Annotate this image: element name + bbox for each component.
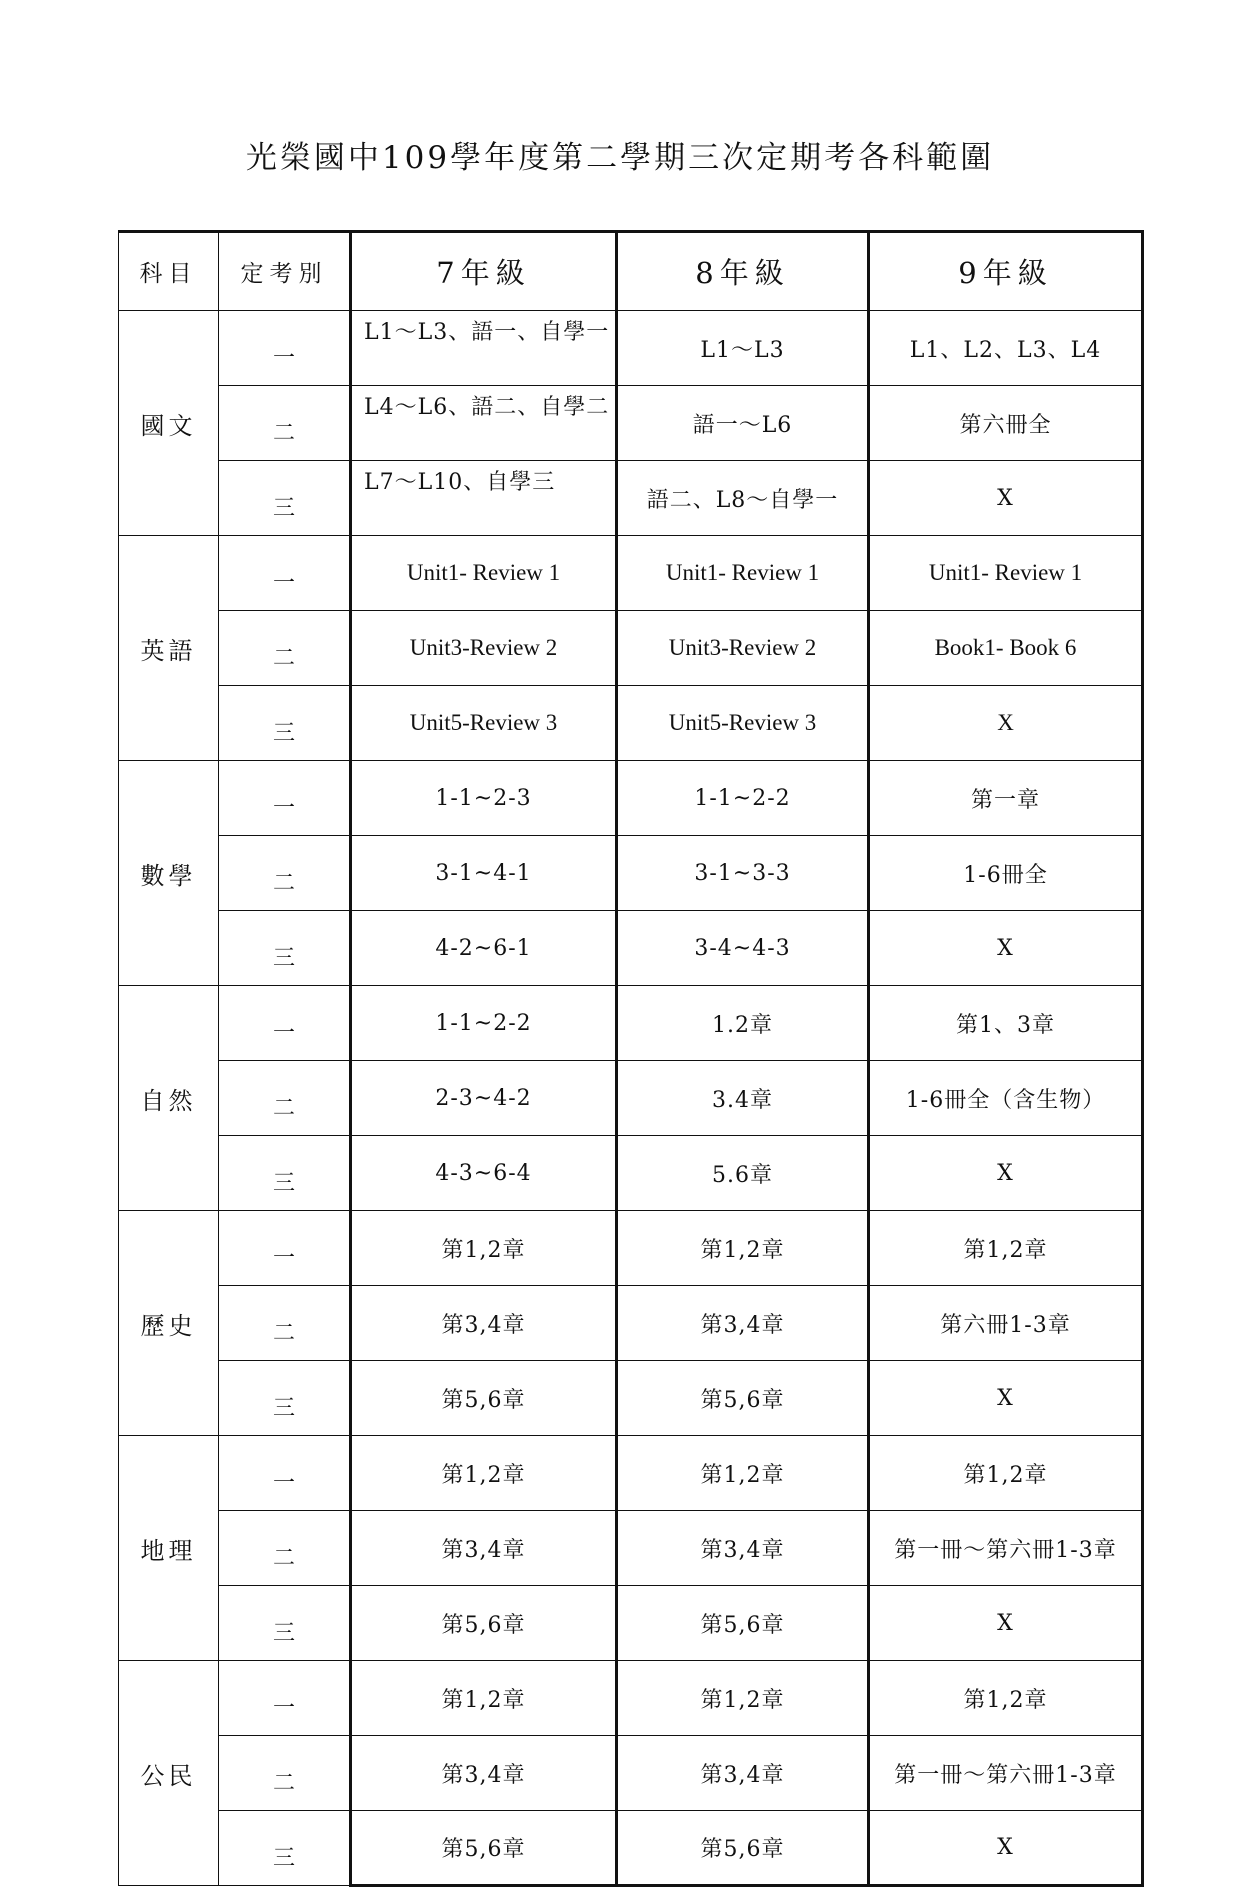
exam-number: 一 (219, 1211, 351, 1286)
grade8-scope: L1～L3 (617, 311, 869, 386)
grade7-scope: 第5,6章 (351, 1586, 617, 1661)
table-row (119, 311, 1143, 386)
table-row (119, 1436, 1143, 1511)
grade9-scope: 第一章 (869, 761, 1143, 836)
grade8-scope: 第1,2章 (617, 1661, 869, 1736)
grade8-scope: 1.2章 (617, 986, 869, 1061)
exam-number: 二 (219, 1736, 351, 1811)
grade7-scope: Unit5-Review 3 (351, 686, 617, 761)
exam-number: 二 (219, 1286, 351, 1361)
grade9-scope: X (869, 1136, 1143, 1211)
table-row (119, 836, 1143, 911)
exam-number: 三 (219, 1586, 351, 1661)
grade9-scope: L1、L2、L3、L4 (869, 311, 1143, 386)
grade8-scope: 第3,4章 (617, 1736, 869, 1811)
exam-scope-table (118, 230, 1144, 1887)
exam-number: 二 (219, 1061, 351, 1136)
table-body (119, 311, 1143, 1886)
grade8-scope: 5.6章 (617, 1136, 869, 1211)
grade9-scope: Book1- Book 6 (869, 611, 1143, 686)
grade9-scope: X (869, 461, 1143, 536)
header-grade7: 7年級 (351, 232, 617, 311)
grade9-scope: 1-6冊全 (869, 836, 1143, 911)
table-row (119, 1511, 1143, 1586)
grade8-scope: 1-1~2-2 (617, 761, 869, 836)
grade8-scope: 第3,4章 (617, 1511, 869, 1586)
table-row (119, 1736, 1143, 1811)
page-title: 光榮國中109學年度第二學期三次定期考各科範圍 (245, 140, 995, 176)
grade9-scope: 第1,2章 (869, 1661, 1143, 1736)
grade7-scope: 第3,4章 (351, 1736, 617, 1811)
grade7-scope: 3-1~4-1 (351, 836, 617, 911)
grade8-scope: Unit1- Review 1 (617, 536, 869, 611)
header-grade8: 8年級 (617, 232, 869, 311)
exam-number: 一 (219, 536, 351, 611)
header-grade9: 9年級 (869, 232, 1143, 311)
exam-number: 三 (219, 911, 351, 986)
grade8-scope: 第3,4章 (617, 1286, 869, 1361)
grade9-scope: 第1、3章 (869, 986, 1143, 1061)
grade9-scope: 1-6冊全（含生物） (869, 1061, 1143, 1136)
subject-name: 地理 (119, 1436, 219, 1661)
header-exam: 定考別 (219, 232, 351, 311)
grade8-scope: 語二、L8～自學一 (617, 461, 869, 536)
grade7-scope: 第1,2章 (351, 1436, 617, 1511)
grade9-scope: X (869, 1586, 1143, 1661)
table-row (119, 1586, 1143, 1661)
grade9-scope: 第六冊全 (869, 386, 1143, 461)
grade7-scope: L1～L3、語一、自學一 (351, 311, 617, 386)
exam-number: 二 (219, 1511, 351, 1586)
exam-number: 三 (219, 1361, 351, 1436)
table-row (119, 1286, 1143, 1361)
grade7-scope: 1-1~2-3 (351, 761, 617, 836)
grade8-scope: 3-4~4-3 (617, 911, 869, 986)
exam-number: 二 (219, 611, 351, 686)
grade9-scope: 第一冊～第六冊1-3章 (869, 1736, 1143, 1811)
grade7-scope: L4～L6、語二、自學二 (351, 386, 617, 461)
grade7-scope: 4-3~6-4 (351, 1136, 617, 1211)
grade8-scope: 語一～L6 (617, 386, 869, 461)
grade9-scope: X (869, 1361, 1143, 1436)
grade9-scope: X (869, 686, 1143, 761)
table-row (119, 536, 1143, 611)
grade7-scope: 第1,2章 (351, 1661, 617, 1736)
grade9-scope: X (869, 911, 1143, 986)
grade8-scope: 第5,6章 (617, 1361, 869, 1436)
grade7-scope: 第5,6章 (351, 1361, 617, 1436)
exam-number: 一 (219, 761, 351, 836)
grade7-scope: Unit3-Review 2 (351, 611, 617, 686)
grade8-scope: 3-1~3-3 (617, 836, 869, 911)
header-row (119, 232, 1143, 311)
grade7-scope: 第1,2章 (351, 1211, 617, 1286)
exam-number: 一 (219, 1661, 351, 1736)
table-row (119, 1136, 1143, 1211)
exam-number: 三 (219, 686, 351, 761)
subject-name: 數學 (119, 761, 219, 986)
grade9-scope: 第一冊～第六冊1-3章 (869, 1511, 1143, 1586)
header-subject: 科目 (119, 232, 219, 311)
grade9-scope: Unit1- Review 1 (869, 536, 1143, 611)
subject-name: 英語 (119, 536, 219, 761)
grade8-scope: 第5,6章 (617, 1586, 869, 1661)
grade7-scope: 2-3~4-2 (351, 1061, 617, 1136)
grade7-scope: 第3,4章 (351, 1286, 617, 1361)
exam-number: 三 (219, 461, 351, 536)
subject-name: 公民 (119, 1661, 219, 1886)
grade9-scope: 第六冊1-3章 (869, 1286, 1143, 1361)
exam-number: 二 (219, 386, 351, 461)
table-row (119, 611, 1143, 686)
grade7-scope: 1-1~2-2 (351, 986, 617, 1061)
exam-number: 一 (219, 1436, 351, 1511)
grade9-scope: 第1,2章 (869, 1211, 1143, 1286)
grade7-scope: Unit1- Review 1 (351, 536, 617, 611)
subject-name: 歷史 (119, 1211, 219, 1436)
table-row (119, 761, 1143, 836)
table-row (119, 1811, 1143, 1886)
grade9-scope: X (869, 1811, 1143, 1886)
table-row (119, 386, 1143, 461)
grade8-scope: 第5,6章 (617, 1811, 869, 1886)
grade7-scope: 第5,6章 (351, 1811, 617, 1886)
grade8-scope: Unit5-Review 3 (617, 686, 869, 761)
grade8-scope: 第1,2章 (617, 1436, 869, 1511)
subject-name: 國文 (119, 311, 219, 536)
exam-number: 二 (219, 836, 351, 911)
exam-number: 三 (219, 1136, 351, 1211)
grade9-scope: 第1,2章 (869, 1436, 1143, 1511)
grade7-scope: L7～L10、自學三 (351, 461, 617, 536)
table-row (119, 1661, 1143, 1736)
table-row (119, 1061, 1143, 1136)
exam-number: 一 (219, 986, 351, 1061)
grade8-scope: 3.4章 (617, 1061, 869, 1136)
table-row (119, 911, 1143, 986)
table-row (119, 461, 1143, 536)
exam-number: 三 (219, 1811, 351, 1886)
subject-name: 自然 (119, 986, 219, 1211)
table-row (119, 1211, 1143, 1286)
grade7-scope: 4-2~6-1 (351, 911, 617, 986)
table-row (119, 1361, 1143, 1436)
grade7-scope: 第3,4章 (351, 1511, 617, 1586)
table-row (119, 686, 1143, 761)
exam-number: 一 (219, 311, 351, 386)
grade8-scope: 第1,2章 (617, 1211, 869, 1286)
table-row (119, 986, 1143, 1061)
grade8-scope: Unit3-Review 2 (617, 611, 869, 686)
